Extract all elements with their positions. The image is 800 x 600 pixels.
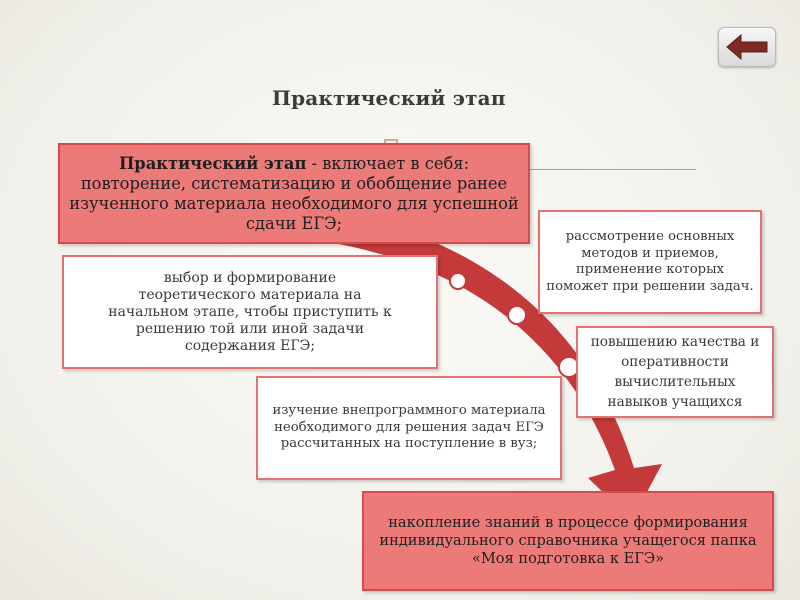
- computational-skills-box: [576, 326, 774, 418]
- extracurricular-box: [256, 376, 562, 480]
- main-stage-box: [58, 143, 530, 244]
- knowledge-accumulation-box: [362, 491, 774, 591]
- methods-box: [538, 210, 762, 314]
- main-stage-description: - включает в себя: повторение, систематизацию и обобщение ранее изученного материала необходимого для успешной сдачи ЕГЭ;: [69, 153, 519, 233]
- computational-skills-text: повышению качества и оперативности вычислительных навыков учащихся: [590, 334, 760, 410]
- theory-selection-text: выбор и формирование теоретического материала на начальном этапе, чтобы приступить к решению той или иной задачи содержания ЕГЭ;: [108, 269, 392, 354]
- arrow-node: [450, 273, 466, 289]
- knowledge-accumulation-text: накопление знаний в процессе формирования индивидуального справочника учащегося папка «Моя подготовка к ЕГЭ»: [379, 514, 757, 567]
- arrow-node: [508, 306, 526, 324]
- main-stage-text: [66, 154, 522, 234]
- methods-text: рассмотрение основных методов и приемов, применение которых поможет при решении задач.: [546, 229, 754, 294]
- main-stage-bold: Практический этап: [118, 153, 307, 173]
- extracurricular-text: изучение внепрограммного материала необходимого для решения задач ЕГЭ рассчитанных на поступление в вуз;: [272, 403, 546, 452]
- page-title: Практический этап: [272, 86, 506, 110]
- theory-selection-box: [62, 255, 438, 369]
